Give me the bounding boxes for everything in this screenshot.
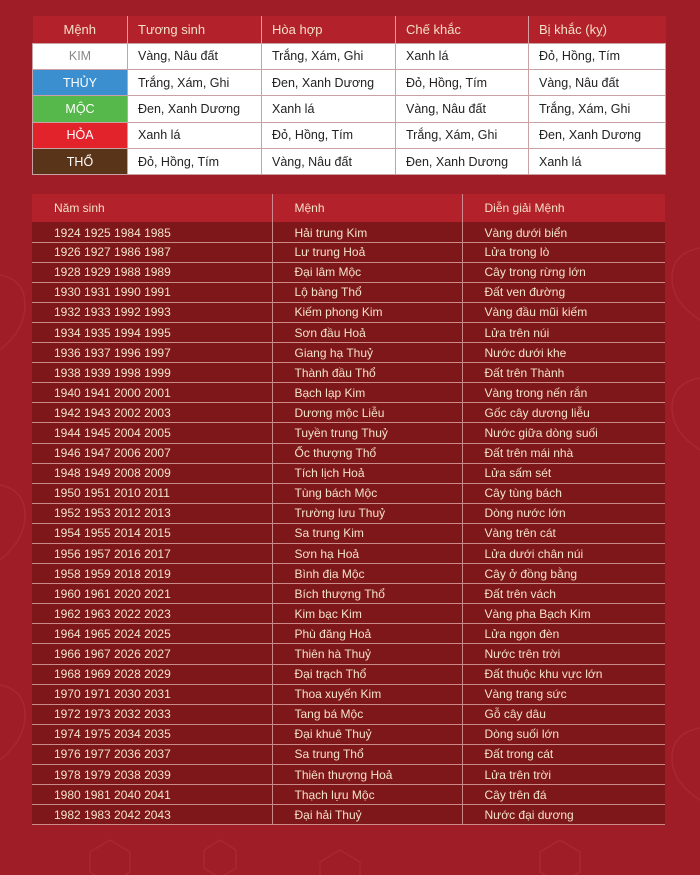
- element-name-cell: THỔ: [33, 149, 128, 175]
- header-hoa-hop: Hòa hợp: [262, 16, 396, 43]
- year-row: [32, 724, 665, 744]
- year-row: [32, 302, 665, 322]
- birth-years-cell: 1944 1945 2004 2005: [32, 423, 272, 443]
- year-row: [32, 322, 665, 342]
- header-tuong-sinh: Tương sinh: [128, 16, 262, 43]
- menh-cell: Thiên hà Thuỷ: [272, 644, 462, 664]
- menh-cell: Hải trung Kim: [272, 222, 462, 242]
- year-row: [32, 423, 665, 443]
- description-cell: Nước dưới khe: [462, 343, 665, 363]
- element-color-cell: Đỏ, Hồng, Tím: [128, 149, 262, 175]
- birth-years-cell: 1980 1981 2040 2041: [32, 785, 272, 805]
- menh-cell: Bích thượng Thổ: [272, 584, 462, 604]
- menh-cell: Lộ bàng Thổ: [272, 282, 462, 302]
- description-cell: Lửa trong lò: [462, 242, 665, 262]
- year-row: [32, 463, 665, 483]
- description-cell: Đất trên Thành: [462, 363, 665, 383]
- birth-years-cell: 1958 1959 2018 2019: [32, 564, 272, 584]
- birth-years-cell: 1940 1941 2000 2001: [32, 383, 272, 403]
- element-color-cell: Đỏ, Hồng, Tím: [262, 122, 396, 148]
- element-color-cell: Vàng, Nâu đất: [262, 149, 396, 175]
- element-name-cell: KIM: [33, 43, 128, 69]
- birth-years-cell: 1956 1957 2016 2017: [32, 544, 272, 564]
- description-cell: Vàng trang sức: [462, 684, 665, 704]
- element-color-cell: Trắng, Xám, Ghi: [128, 69, 262, 95]
- menh-cell: Sa trung Kim: [272, 523, 462, 543]
- menh-cell: Tuyền trung Thuỷ: [272, 423, 462, 443]
- element-row: [33, 43, 666, 69]
- element-color-cell: Vàng, Nâu đất: [529, 69, 666, 95]
- element-row: [33, 69, 666, 95]
- description-cell: Vàng dưới biển: [462, 222, 665, 242]
- birth-years-cell: 1928 1929 1988 1989: [32, 262, 272, 282]
- description-cell: Lửa trên trời: [462, 765, 665, 785]
- year-row: [32, 584, 665, 604]
- year-row: [32, 363, 665, 383]
- menh-cell: Đại khuê Thuỷ: [272, 724, 462, 744]
- year-row: [32, 383, 665, 403]
- menh-cell: Thoa xuyến Kim: [272, 684, 462, 704]
- year-row: [32, 262, 665, 282]
- year-row: [32, 564, 665, 584]
- menh-cell: Kiếm phong Kim: [272, 302, 462, 322]
- description-cell: Vàng pha Bạch Kim: [462, 604, 665, 624]
- menh-cell: Trường lưu Thuỷ: [272, 503, 462, 523]
- element-color-cell: Đỏ, Hồng, Tím: [396, 69, 529, 95]
- menh-cell: Giang hạ Thuỷ: [272, 343, 462, 363]
- menh-cell: Dương mộc Liễu: [272, 403, 462, 423]
- description-cell: Lửa ngọn đèn: [462, 624, 665, 644]
- description-cell: Nước đại dương: [462, 805, 665, 825]
- year-row: [32, 765, 665, 785]
- birth-years-cell: 1982 1983 2042 2043: [32, 805, 272, 825]
- description-cell: Dòng nước lớn: [462, 503, 665, 523]
- description-cell: Nước trên trời: [462, 644, 665, 664]
- description-cell: Vàng đầu mũi kiếm: [462, 302, 665, 322]
- element-color-cell: Vàng, Nâu đất: [128, 43, 262, 69]
- year-row: [32, 624, 665, 644]
- year-row: [32, 684, 665, 704]
- header-nam-sinh: Năm sinh: [32, 194, 272, 222]
- year-row: [32, 242, 665, 262]
- element-color-cell: Xanh lá: [529, 149, 666, 175]
- birth-years-cell: 1976 1977 2036 2037: [32, 744, 272, 764]
- year-row: [32, 282, 665, 302]
- year-row: [32, 443, 665, 463]
- birth-years-cell: 1950 1951 2010 2011: [32, 483, 272, 503]
- menh-cell: Thiên thượng Hoả: [272, 765, 462, 785]
- menh-cell: Kim bạc Kim: [272, 604, 462, 624]
- element-color-cell: Trắng, Xám, Ghi: [396, 122, 529, 148]
- birth-years-cell: 1968 1969 2028 2029: [32, 664, 272, 684]
- description-cell: Nước giữa dòng suối: [462, 423, 665, 443]
- birth-years-cell: 1964 1965 2024 2025: [32, 624, 272, 644]
- year-row: [32, 222, 665, 242]
- element-table-header: [33, 16, 666, 43]
- element-color-cell: Vàng, Nâu đất: [396, 96, 529, 122]
- year-row: [32, 704, 665, 724]
- description-cell: Đất trên vách: [462, 584, 665, 604]
- birth-years-cell: 1946 1947 2006 2007: [32, 443, 272, 463]
- menh-cell: Sa trung Thổ: [272, 744, 462, 764]
- birth-years-cell: 1924 1925 1984 1985: [32, 222, 272, 242]
- description-cell: Gốc cây dương liễu: [462, 403, 665, 423]
- birth-years-cell: 1930 1931 1990 1991: [32, 282, 272, 302]
- element-color-cell: Xanh lá: [128, 122, 262, 148]
- element-color-cell: Đen, Xanh Dương: [529, 122, 666, 148]
- year-row: [32, 523, 665, 543]
- birth-years-cell: 1934 1935 1994 1995: [32, 322, 272, 342]
- header-menh: Mệnh: [272, 194, 462, 222]
- description-cell: Cây trên đá: [462, 785, 665, 805]
- year-row: [32, 343, 665, 363]
- description-cell: Đất ven đường: [462, 282, 665, 302]
- year-row: [32, 544, 665, 564]
- description-cell: Gỗ cây dâu: [462, 704, 665, 724]
- description-cell: Cây ở đồng bằng: [462, 564, 665, 584]
- menh-cell: Lư trung Hoả: [272, 242, 462, 262]
- element-row: [33, 122, 666, 148]
- birth-years-cell: 1942 1943 2002 2003: [32, 403, 272, 423]
- description-cell: Lửa sấm sét: [462, 463, 665, 483]
- year-row: [32, 664, 665, 684]
- menh-cell: Sơn hạ Hoả: [272, 544, 462, 564]
- birth-years-cell: 1936 1937 1996 1997: [32, 343, 272, 363]
- year-row: [32, 805, 665, 825]
- element-name-cell: THỦY: [33, 69, 128, 95]
- menh-cell: Đại lâm Mộc: [272, 262, 462, 282]
- description-cell: Đất trong cát: [462, 744, 665, 764]
- year-row: [32, 744, 665, 764]
- menh-cell: Đại trạch Thổ: [272, 664, 462, 684]
- birth-years-cell: 1954 1955 2014 2015: [32, 523, 272, 543]
- menh-cell: Tích lịch Hoả: [272, 463, 462, 483]
- menh-cell: Bạch lạp Kim: [272, 383, 462, 403]
- year-row: [32, 503, 665, 523]
- birth-years-cell: 1952 1953 2012 2013: [32, 503, 272, 523]
- birth-years-cell: 1966 1967 2026 2027: [32, 644, 272, 664]
- birth-years-cell: 1938 1939 1998 1999: [32, 363, 272, 383]
- element-color-cell: Đen, Xanh Dương: [262, 69, 396, 95]
- header-che-khac: Chế khắc: [396, 16, 529, 43]
- description-cell: Cây trong rừng lớn: [462, 262, 665, 282]
- description-cell: Cây tùng bách: [462, 483, 665, 503]
- element-color-cell: Xanh lá: [262, 96, 396, 122]
- menh-cell: Bình địa Mộc: [272, 564, 462, 584]
- year-row: [32, 604, 665, 624]
- birth-years-cell: 1932 1933 1992 1993: [32, 302, 272, 322]
- description-cell: Đất thuộc khu vực lớn: [462, 664, 665, 684]
- element-color-cell: Trắng, Xám, Ghi: [529, 96, 666, 122]
- menh-cell: Tùng bách Mộc: [272, 483, 462, 503]
- description-cell: Vàng trong nến rắn: [462, 383, 665, 403]
- birth-years-cell: 1926 1927 1986 1987: [32, 242, 272, 262]
- menh-cell: Đại hải Thuỷ: [272, 805, 462, 825]
- birth-years-cell: 1948 1949 2008 2009: [32, 463, 272, 483]
- header-menh: Mệnh: [33, 16, 128, 43]
- description-cell: Đất trên mái nhà: [462, 443, 665, 463]
- birth-years-cell: 1960 1961 2020 2021: [32, 584, 272, 604]
- description-cell: Vàng trên cát: [462, 523, 665, 543]
- menh-cell: Phù đăng Hoả: [272, 624, 462, 644]
- header-bi-khac: Bị khắc (kỵ): [529, 16, 666, 43]
- element-name-cell: HỎA: [33, 122, 128, 148]
- menh-cell: Tang bá Mộc: [272, 704, 462, 724]
- year-row: [32, 403, 665, 423]
- birth-years-cell: 1970 1971 2030 2031: [32, 684, 272, 704]
- header-dien-giai: Diễn giải Mệnh: [462, 194, 665, 222]
- element-color-cell: Đỏ, Hồng, Tím: [529, 43, 666, 69]
- birth-years-cell: 1974 1975 2034 2035: [32, 724, 272, 744]
- element-row: [33, 96, 666, 122]
- element-color-cell: Xanh lá: [396, 43, 529, 69]
- menh-cell: Ốc thượng Thổ: [272, 443, 462, 463]
- year-row: [32, 483, 665, 503]
- element-color-cell: Trắng, Xám, Ghi: [262, 43, 396, 69]
- menh-cell: Sơn đầu Hoả: [272, 322, 462, 342]
- element-compatibility-table: [32, 16, 666, 175]
- element-row: [33, 149, 666, 175]
- description-cell: Lửa dưới chân núi: [462, 544, 665, 564]
- element-color-cell: Đen, Xanh Dương: [396, 149, 529, 175]
- menh-cell: Thành đầu Thổ: [272, 363, 462, 383]
- menh-cell: Thạch lựu Mộc: [272, 785, 462, 805]
- element-color-cell: Đen, Xanh Dương: [128, 96, 262, 122]
- birth-year-table: [32, 194, 665, 825]
- year-row: [32, 785, 665, 805]
- year-table-header: [32, 194, 665, 222]
- birth-years-cell: 1972 1973 2032 2033: [32, 704, 272, 724]
- description-cell: Dòng suối lớn: [462, 724, 665, 744]
- year-row: [32, 644, 665, 664]
- description-cell: Lửa trên núi: [462, 322, 665, 342]
- element-name-cell: MỘC: [33, 96, 128, 122]
- birth-years-cell: 1978 1979 2038 2039: [32, 765, 272, 785]
- birth-years-cell: 1962 1963 2022 2023: [32, 604, 272, 624]
